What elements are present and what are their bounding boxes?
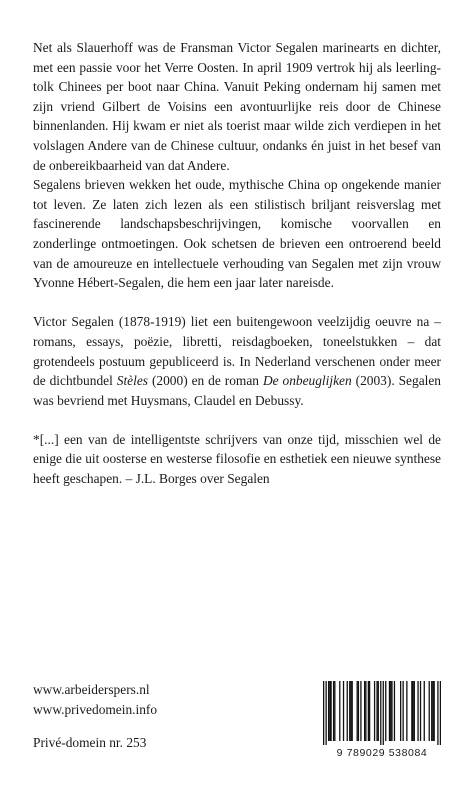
letters-paragraph: Segalens brieven wekken het oude, mythische China op ongekende manier tot leven. Ze laten zich lezen als een stilistisch briljant reisverslag met fascinerende landschapsbeschrijvingen, komische voorvallen en zonderlinge ontmoetingen. Ook schetsen de brieven een ontroerend beeld van de amoureuze en intellectuele verhouding van Segalen met zijn vrouw Yvonne Hébert-Segalen, die hem een jaar later nareisde. — [33, 177, 441, 291]
intro-paragraph: Net als Slauerhoff was de Fransman Victor Segalen marinearts en dichter, met een passie voor het Verre Oosten. In april 1909 vertrok hij als leerling-tolk Chinees per boot naar China. Vanuit Peking ondernam hij samen met zijn vriend Gilbert de Voisins een avontuurlijke reis door de Chinese binnenlanden. Hij kwam er niet als toerist maar wilde zich verdiepen in het volslagen Andere van de Chinese cultuur, ondanks én juist in het besef van de onbereikbaarheid van dat Andere. — [33, 40, 441, 173]
barcode-bars — [323, 681, 441, 745]
bio-text-1: Victor Segalen (1878-1919) liet een buitengewoon veelzijdig oeuvre na – romans, essays, poëzie, libretti, reisdagboeken, toneelstukken – dat grotendeels postuum gepubliceerd is. In Nederland verschenen onder meer de dichtbundel — [33, 314, 441, 389]
barcode-bar — [378, 681, 379, 741]
barcode-bar — [402, 681, 403, 741]
barcode-bar — [420, 681, 421, 741]
barcode-bar — [394, 681, 395, 741]
barcode-digits: 9 789029 538084 — [336, 747, 428, 759]
barcode-guard-bar — [437, 681, 438, 745]
barcode-bar — [357, 681, 358, 741]
bio-text-2: (2000) en de roman — [148, 373, 263, 389]
barcode-bar — [424, 681, 425, 741]
publisher-website-link[interactable]: www.arbeiderspers.nl — [33, 682, 150, 697]
barcode-bar — [374, 681, 375, 741]
barcode-bar — [411, 681, 412, 741]
barcode-bar — [339, 681, 340, 741]
barcode-bar — [360, 681, 361, 741]
isbn-barcode — [323, 681, 441, 763]
barcode-bar — [343, 681, 344, 741]
barcode-bar — [389, 681, 390, 741]
barcode-bar — [414, 681, 415, 741]
barcode-bar — [329, 681, 330, 741]
barcode-bar — [429, 681, 430, 741]
book-title-onbeuglijken: De onbeuglijken — [262, 373, 352, 389]
bio-text-3: (2003). Segalen was bevriend met Huysmans, Claudel en Debussy. — [33, 373, 442, 408]
back-cover-text — [33, 38, 441, 489]
barcode-bar — [349, 681, 350, 741]
barcode-bar — [434, 681, 435, 741]
barcode-bar — [333, 681, 334, 741]
barcode-bar — [376, 681, 377, 741]
barcode-bar — [334, 681, 335, 741]
barcode-bar — [431, 681, 432, 741]
barcode-bar — [330, 681, 331, 741]
barcode-guard-bar — [325, 681, 326, 745]
barcode-bar — [368, 681, 369, 741]
barcode-bar — [347, 681, 348, 741]
barcode-bar — [364, 681, 365, 741]
barcode-bar — [328, 681, 329, 741]
barcode-bar — [385, 681, 386, 741]
barcode-bar — [369, 681, 370, 741]
barcode-guard-bar — [323, 681, 324, 745]
barcode-bar — [390, 681, 391, 741]
bio-paragraph — [33, 312, 441, 410]
barcode-bar — [391, 681, 392, 741]
book-title-steles: Stèles — [116, 373, 148, 389]
barcode-bar — [352, 681, 353, 741]
barcode-bar — [400, 681, 401, 741]
borges-quote: *[...] een van de intelligentste schrijvers van onze tijd, misschien wel de enige die uit oosterse en westerse filosofie en esthetiek een nieuwe synthese heeft geschapen. – J.L. Borges over Segalen — [33, 431, 441, 487]
barcode-guard-bar — [440, 681, 441, 745]
barcode-bar — [406, 681, 407, 741]
barcode-bar — [417, 681, 418, 741]
barcode-guard-bar — [380, 681, 381, 745]
barcode-bar — [412, 681, 413, 741]
barcode-bar — [365, 681, 366, 741]
barcode-bar — [350, 681, 351, 741]
series-number: Privé-domein nr. 253 — [33, 735, 147, 750]
barcode-guard-bar — [383, 681, 384, 745]
series-website-link[interactable]: www.privedomein.info — [33, 702, 158, 717]
barcode-bar — [358, 681, 359, 741]
barcode-bar — [432, 681, 433, 741]
